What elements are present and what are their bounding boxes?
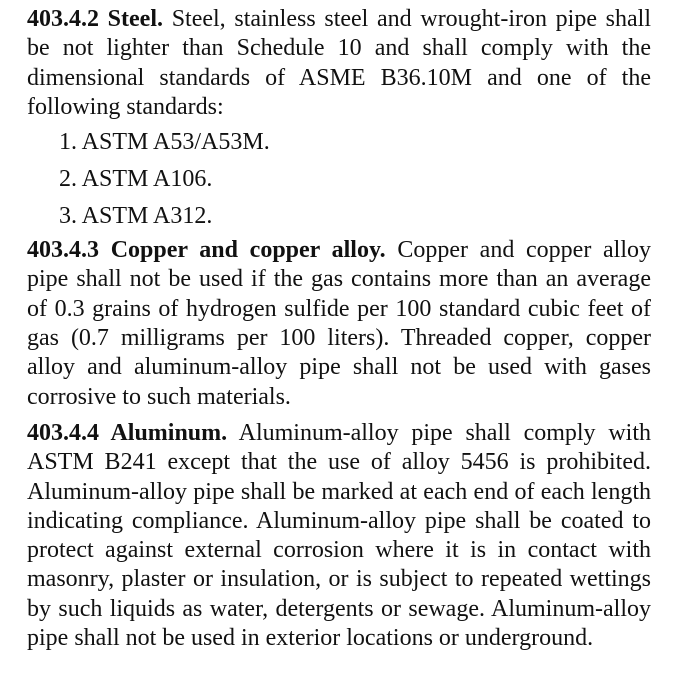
section-heading: 403.4.4 Aluminum. xyxy=(27,419,228,446)
document-page xyxy=(27,5,651,653)
section-403-4-2 xyxy=(27,5,651,122)
section-403-4-4 xyxy=(27,419,651,653)
list-item: 1. ASTM A53/A53M. xyxy=(59,129,270,156)
section-heading: 403.4.3 Copper and copper alloy. xyxy=(27,237,386,264)
standards-list xyxy=(27,128,651,230)
list-item: 2. ASTM A106. xyxy=(59,166,213,193)
section-heading: 403.4.2 Steel. xyxy=(27,6,163,32)
section-body: Aluminum-alloy pipe shall comply with ASTM B241 except that the use of alloy 5456 is prohibited. Aluminum-alloy pipe shall be marked at each end of each length indicating compliance. Aluminum-alloy pipe shall be coated to protect against external corrosion where it is in contact with masonry, plaster or insulation, or is subject to repeated wettings by such liquids as water, detergents or sewage. Aluminum-alloy pipe shall not be used in exterior locations or underground. xyxy=(27,419,651,652)
list-item: 3. ASTM A312. xyxy=(59,203,213,230)
section-403-4-3 xyxy=(27,236,651,412)
section-body: Steel, stainless steel and wrought-iron pipe shall be not lighter than Schedule 10 and shall comply with the dimensional standards of ASME B36.10M and one of the following standards: xyxy=(27,6,652,120)
section-body: Copper and copper alloy pipe shall not be used if the gas contains more than an average of 0.3 grains of hydrogen sulfide per 100 standard cubic feet of gas (0.7 milligrams per 100 liters). Threaded copper, copper alloy and aluminum-alloy pipe shall not be used with gases corrosive to such materials. xyxy=(27,237,652,410)
